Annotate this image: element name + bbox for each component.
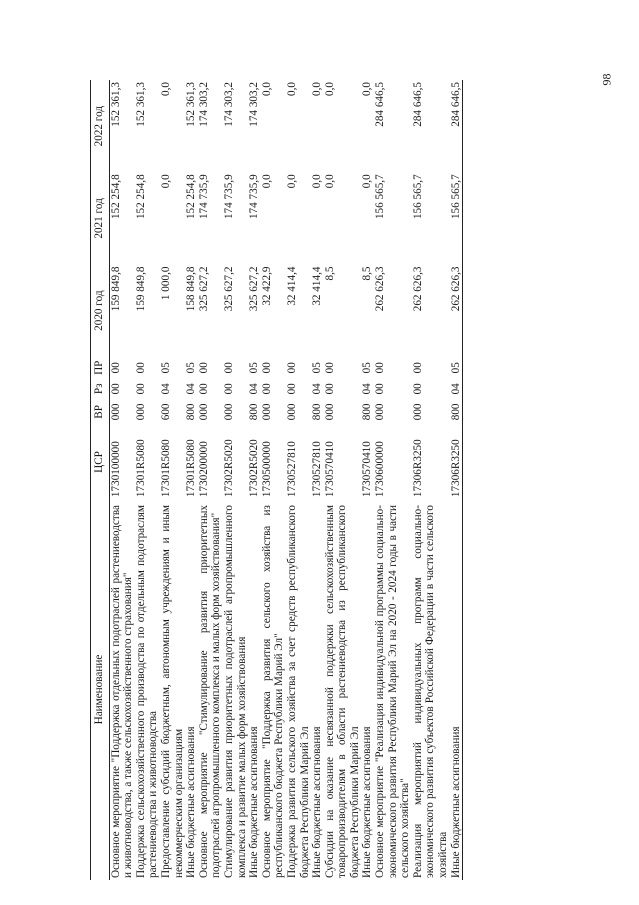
cell-rz: 00 bbox=[197, 383, 210, 395]
cell-csr: 17301R5080 bbox=[159, 439, 172, 498]
cell-2020: 32 414,4 bbox=[311, 266, 324, 306]
cell-2021: 174 735,9 bbox=[222, 174, 235, 220]
cell-name: Основное мероприятие "Поддержка отдельных подотраслей растениеводства и животноводства, а также сельскохозяйственного страхования" bbox=[109, 505, 135, 878]
cell-2022: 284 646,5 bbox=[374, 82, 387, 127]
cell-2021: 152 254,8 bbox=[185, 174, 198, 220]
cell-rz: 00 bbox=[222, 383, 235, 395]
cell-name: Поддержка сельскохозяйственного производства по отдельным подотраслям растениеводства и животноводства bbox=[134, 505, 160, 878]
cell-vr: 000 bbox=[109, 403, 122, 421]
cell-2020: 158 849,8 bbox=[185, 266, 198, 312]
cell-pr: 00 bbox=[323, 362, 336, 374]
cell-2022: 174 303,2 bbox=[197, 82, 210, 127]
cell-vr: 800 bbox=[185, 403, 198, 421]
cell-2022: 284 646,5 bbox=[450, 80, 463, 172]
cell-2022: 152 361,3 bbox=[109, 82, 122, 127]
cell-vr: 800 bbox=[361, 403, 374, 421]
table-row bbox=[248, 80, 261, 880]
cell-name: Основное мероприятие "Стимулирование развития приоритетных подотраслей агропромышленного комплекса и малых форм хозяйствования" bbox=[197, 505, 223, 878]
cell-vr: 000 bbox=[285, 403, 298, 421]
cell-csr: 17306R3250 bbox=[450, 425, 463, 499]
cell-2021: 0,0 bbox=[311, 174, 324, 189]
cell-vr: 000 bbox=[134, 403, 147, 421]
cell-csr: 1730527810 bbox=[285, 441, 298, 498]
cell-vr: 000 bbox=[411, 403, 424, 421]
cell-2020: 325 627,2 bbox=[222, 266, 235, 312]
header-2020: 2020 год bbox=[91, 265, 110, 357]
cell-2021: 0,0 bbox=[361, 174, 374, 189]
header-vr: ВР bbox=[91, 399, 110, 425]
cell-vr: 600 bbox=[159, 403, 172, 421]
cell-csr: 1730500000 bbox=[260, 441, 273, 498]
cell-csr: 1730527810 bbox=[311, 441, 324, 498]
cell-pr: 05 bbox=[248, 362, 261, 374]
cell-rz: 04 bbox=[185, 383, 198, 395]
cell-vr: 000 bbox=[260, 403, 273, 421]
cell-2021: 156 565,7 bbox=[411, 174, 424, 220]
cell-2020: 32 422,9 bbox=[260, 266, 273, 306]
cell-2021: 152 254,8 bbox=[134, 174, 147, 220]
cell-2021: 174 735,9 bbox=[197, 174, 210, 220]
cell-rz: 04 bbox=[361, 383, 374, 395]
cell-pr: 00 bbox=[197, 362, 210, 374]
cell-csr: 1730100000 bbox=[109, 441, 122, 498]
cell-name: Предоставление субсидий бюджетным, автономным учреждениям и иным некоммерческим организациям bbox=[159, 505, 185, 878]
cell-2020: 262 626,3 bbox=[374, 266, 387, 312]
cell-csr: 17302R5020 bbox=[222, 439, 235, 498]
cell-2020: 8,5 bbox=[361, 266, 374, 281]
table-row bbox=[311, 80, 324, 880]
cell-name: Иные бюджетные ассигнования bbox=[450, 499, 463, 880]
cell-2020: 159 849,8 bbox=[134, 266, 147, 312]
cell-csr: 1730200000 bbox=[197, 441, 210, 498]
cell-pr: 00 bbox=[222, 362, 235, 374]
table-row bbox=[109, 80, 135, 880]
cell-2022: 0,0 bbox=[260, 82, 273, 96]
cell-2022: 0,0 bbox=[159, 82, 172, 96]
cell-2022: 0,0 bbox=[311, 82, 324, 96]
cell-name: Иные бюджетные ассигнования bbox=[185, 726, 198, 878]
cell-rz: 04 bbox=[159, 383, 172, 395]
cell-name: Реализация мероприятий индивидуальных программ социально-экономического развития субъектов Российской Федерации в части сельского хозяйства bbox=[411, 505, 450, 878]
cell-csr: 17301R5080 bbox=[185, 439, 198, 498]
cell-name: Иные бюджетные ассигнования bbox=[248, 726, 261, 878]
table-row bbox=[261, 80, 286, 880]
cell-pr: 05 bbox=[450, 357, 463, 379]
cell-pr: 00 bbox=[109, 362, 122, 374]
table-row bbox=[223, 80, 248, 880]
cell-2020: 325 627,2 bbox=[248, 266, 261, 312]
cell-2021: 0,0 bbox=[285, 174, 298, 189]
table-row bbox=[324, 80, 362, 880]
cell-pr: 05 bbox=[361, 362, 374, 374]
cell-vr: 800 bbox=[311, 403, 324, 421]
cell-2020: 262 626,3 bbox=[450, 265, 463, 357]
budget-table-sheet bbox=[90, 80, 620, 880]
cell-2020: 32 414,4 bbox=[285, 266, 298, 306]
cell-vr: 000 bbox=[374, 403, 387, 421]
cell-name: Поддержка развития сельского хозяйства за счет средств республиканского бюджета Республики Марий Эл bbox=[285, 505, 311, 878]
header-2021: 2021 год bbox=[91, 172, 110, 264]
cell-pr: 05 bbox=[159, 362, 172, 374]
header-csr: ЦСР bbox=[91, 425, 110, 499]
cell-2022: 284 646,5 bbox=[411, 82, 424, 127]
cell-2021: 0,0 bbox=[159, 174, 172, 189]
cell-csr: 17301R5080 bbox=[134, 439, 147, 498]
page-number: 98 bbox=[599, 73, 614, 86]
table-row bbox=[160, 80, 185, 880]
cell-2021: 174 735,9 bbox=[248, 174, 261, 220]
cell-vr: 000 bbox=[222, 403, 235, 421]
cell-vr: 800 bbox=[450, 399, 463, 425]
cell-2021: 156 565,7 bbox=[374, 174, 387, 220]
cell-name: Иные бюджетные ассигнования bbox=[311, 726, 324, 878]
cell-2022: 0,0 bbox=[285, 82, 298, 96]
cell-2020: 262 626,3 bbox=[411, 266, 424, 312]
header-rz: Рз bbox=[91, 379, 110, 399]
cell-2021: 0,0 bbox=[260, 174, 273, 189]
cell-rz: 04 bbox=[311, 383, 324, 395]
cell-2022: 152 361,3 bbox=[134, 82, 147, 127]
header-pr: ПР bbox=[91, 357, 110, 379]
table-header-row bbox=[91, 80, 110, 880]
cell-pr: 05 bbox=[185, 362, 198, 374]
cell-2022: 0,0 bbox=[361, 82, 374, 96]
cell-rz: 00 bbox=[134, 383, 147, 395]
cell-2021: 156 565,7 bbox=[450, 172, 463, 264]
cell-2021: 152 254,8 bbox=[109, 174, 122, 220]
header-2022: 2022 год bbox=[91, 80, 110, 172]
cell-2020: 1 000,0 bbox=[159, 266, 172, 301]
budget-table bbox=[90, 80, 463, 880]
cell-pr: 05 bbox=[311, 362, 324, 374]
cell-rz: 00 bbox=[109, 383, 122, 395]
cell-name: Основное мероприятие "Поддержка развития сельского хозяйства из республиканского бюджета Республики Марий Эл" bbox=[260, 505, 286, 878]
cell-rz: 00 bbox=[260, 383, 273, 395]
cell-vr: 000 bbox=[323, 403, 336, 421]
cell-rz: 00 bbox=[323, 383, 336, 395]
cell-vr: 000 bbox=[197, 403, 210, 421]
cell-2021: 0,0 bbox=[323, 174, 336, 189]
table-row bbox=[450, 80, 463, 880]
cell-pr: 00 bbox=[374, 362, 387, 374]
cell-rz: 04 bbox=[248, 383, 261, 395]
table-row bbox=[198, 80, 223, 880]
cell-2020: 8,5 bbox=[323, 266, 336, 281]
cell-rz: 00 bbox=[285, 383, 298, 395]
cell-pr: 00 bbox=[285, 362, 298, 374]
cell-2022: 174 303,2 bbox=[222, 82, 235, 127]
cell-rz: 00 bbox=[411, 383, 424, 395]
table-row bbox=[135, 80, 160, 880]
cell-2020: 325 627,2 bbox=[197, 266, 210, 312]
table-row bbox=[374, 80, 412, 880]
table-row bbox=[286, 80, 311, 880]
cell-csr: 17302R5020 bbox=[248, 439, 261, 498]
cell-csr: 1730570410 bbox=[361, 441, 374, 498]
cell-name: Иные бюджетные ассигнования bbox=[361, 726, 374, 878]
cell-rz: 00 bbox=[374, 383, 387, 395]
table-row bbox=[361, 80, 374, 880]
cell-2020: 159 849,8 bbox=[109, 266, 122, 312]
cell-csr: 1730600000 bbox=[374, 441, 387, 498]
cell-2022: 152 361,3 bbox=[185, 82, 198, 127]
table-row bbox=[185, 80, 198, 880]
cell-csr: 17306R3250 bbox=[411, 439, 424, 498]
cell-pr: 00 bbox=[134, 362, 147, 374]
cell-2022: 174 303,2 bbox=[248, 82, 261, 127]
cell-csr: 1730570410 bbox=[323, 441, 336, 498]
cell-name: Субсидии на оказание несвязанной поддержки сельскохозяйственным товаропроизводителям в области растениеводства из республиканского бюджета Республики Марий Эл bbox=[323, 505, 361, 878]
header-name: Наименование bbox=[91, 499, 110, 880]
cell-vr: 800 bbox=[248, 403, 261, 421]
cell-name: Стимулирование развития приоритетных подотраслей агропромышленного комплекса и развитие малых форм хозяйствования bbox=[222, 505, 248, 878]
cell-rz: 04 bbox=[450, 379, 463, 399]
cell-2022: 0,0 bbox=[323, 82, 336, 96]
cell-name: Основное мероприятие "Реализация индивидуальной программы социально-экономического развития Республики Марий Эл на 2020 - 2024 годы в части сельского хозяйства" bbox=[374, 505, 412, 878]
cell-pr: 00 bbox=[411, 362, 424, 374]
cell-pr: 00 bbox=[260, 362, 273, 374]
table-row bbox=[412, 80, 450, 880]
